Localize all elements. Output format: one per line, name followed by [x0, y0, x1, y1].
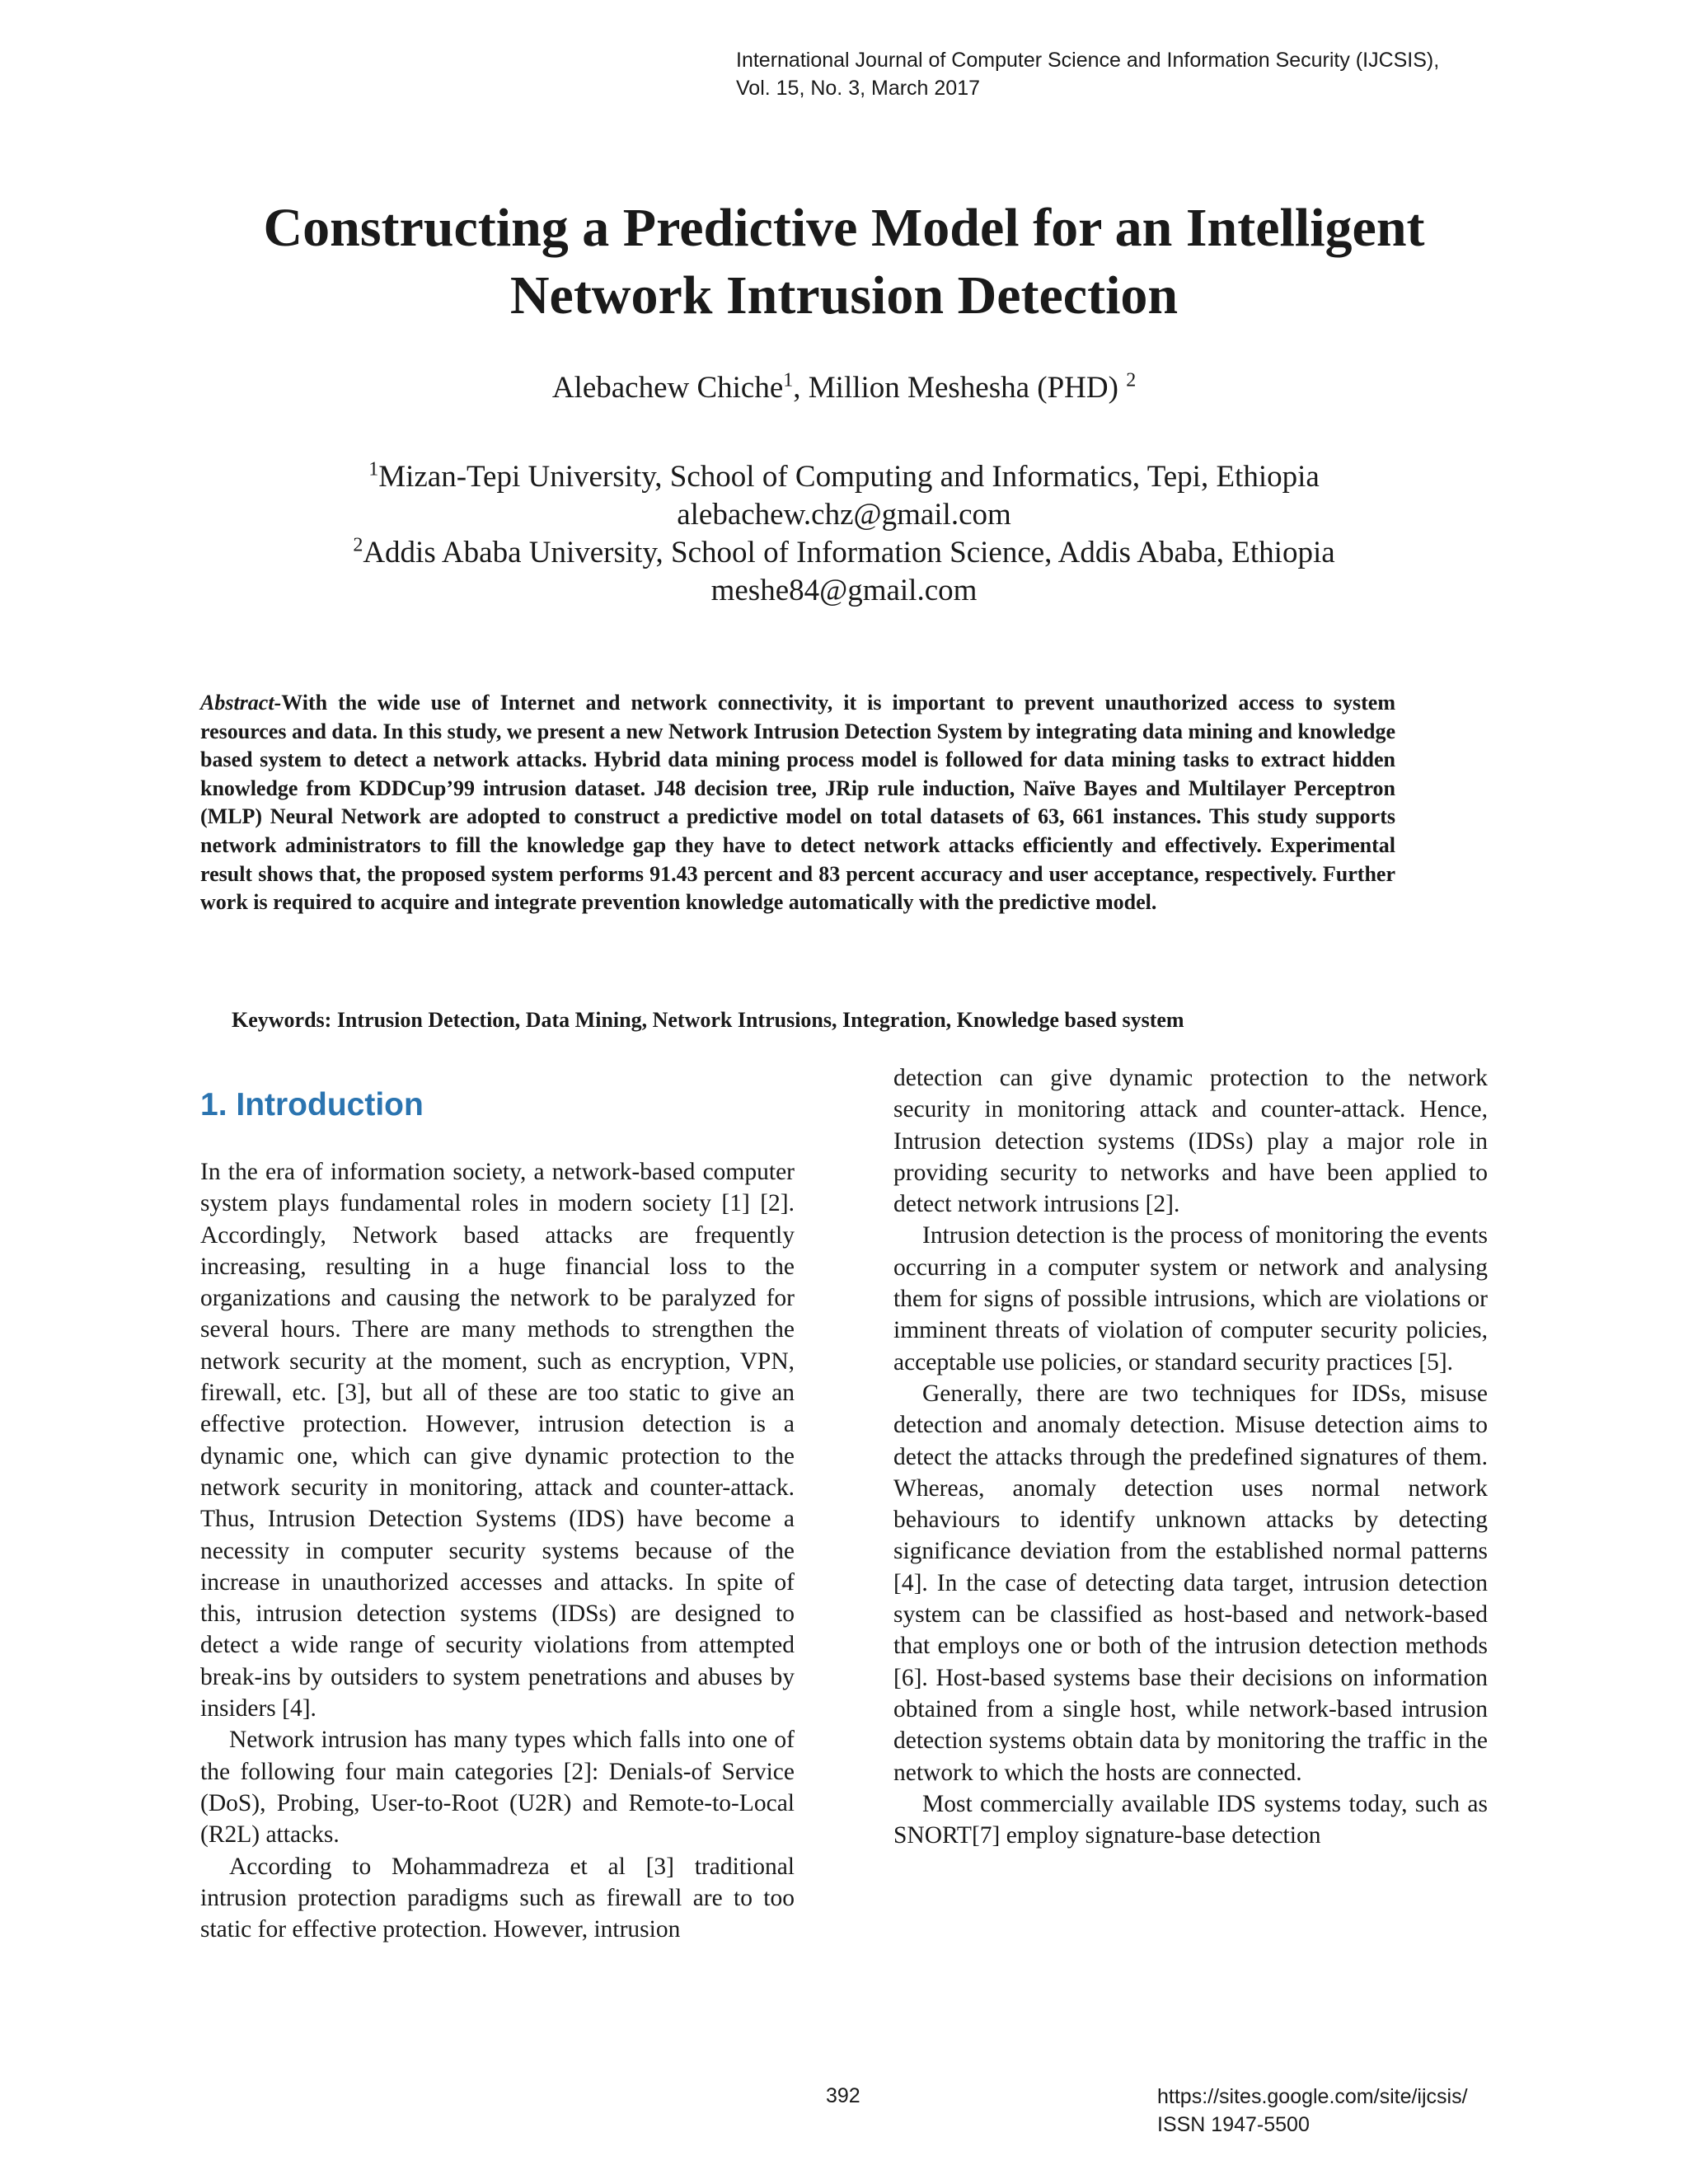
issn: ISSN 1947-5500: [1157, 2113, 1310, 2136]
affiliation-text: Addis Ababa University, School of Information Science, Addis Ababa, Ethiopia: [363, 536, 1335, 569]
abstract-label: Abstract-: [200, 691, 282, 715]
page-number: 392: [826, 2084, 860, 2107]
abstract-text: With the wide use of Internet and network connectivity, it is important to prevent unauthorized access to system resources and data. In this study, we present a new Network Intrusion Detection System by integrating data mining and knowledge based system to detect a network attacks. Hybrid data mining process model is followed for data mining tasks to extract hidden knowledge from KDDCup’99 intrusion dataset. J48 decision tree, JRip rule induction, Naïve Bayes and Multilayer Perceptron (MLP) Neural Network are adopted to construct a predictive model on total datasets of 63, 661 instances. This study supports network administrators to fill the knowledge gap they have to detect network attacks efficiently and effectively. Experimental result shows that, the proposed system performs 91.43 percent and 83 percent accuracy and user acceptance, respectively. Further work is required to acquire and integrate prevention knowledge automatically with the predictive model.: [200, 691, 1395, 915]
journal-volume: Vol. 15, No. 3, March 2017: [736, 77, 981, 100]
affiliation-2: [0, 534, 1688, 572]
paragraph: detection can give dynamic protection to the network security in monitoring attack and counter-attack. Hence, Intrusion detection systems (IDSs) play a major role in providing security to networks and have been applied to detect network intrusions [2].: [893, 1065, 1488, 1218]
affiliation-text: Mizan-Tepi University, School of Computing and Informatics, Tepi, Ethiopia: [378, 460, 1320, 494]
footer-info: [1157, 2083, 1468, 2139]
author-affiliation-mark: 1: [783, 369, 794, 391]
abstract: [200, 689, 1395, 917]
author-name: Million Meshesha (PHD): [808, 371, 1118, 405]
author-separator: ,: [793, 371, 809, 405]
paragraph: In the era of information society, a network-based computer system plays fundamental roles in modern society [1] [2]. Accordingly, Network based attacks are frequently increasing, resulting in a huge financial loss to the organizations and causing the network to be paralyzed for several hours. There are many methods to strengthen the network security at the moment, such as encryption, VPN, firewall, etc. [3], but all of these are too static to give an effective protection. However, intrusion detection is a dynamic one, which can give dynamic protection to the network security in monitoring, attack and counter-attack. Thus, Intrusion Detection Systems (IDS) have become a necessity in computer security systems because of the increase in unauthorized accesses and attacks. In spite of this, intrusion detection systems (IDSs) are designed to detect a wide range of security violations from attempted break-ins by outsiders to system penetrations and abuses by insiders [4].: [200, 1159, 795, 1722]
journal-name: International Journal of Computer Science and Information Security (IJCSIS),: [736, 49, 1440, 72]
paragraph: Intrusion detection is the process of monitoring the events occurring in a computer system or network and analysing them for signs of possible intrusions, which are violations or imminent threats of violation of computer security policies, acceptable use policies, or standard security practices [5].: [893, 1222, 1488, 1376]
paragraph: Generally, there are two techniques for IDSs, misuse detection and anomaly detection. Misuse detection aims to detect the attacks through the predefined signatures of them. Whereas, anomaly detection uses normal network behaviours to identify unknown attacks by detecting significance deviation from the established normal patterns [4]. In the case of detecting data target, intrusion detection system can be classified as host-based and network-based that employs one or both of the intrusion detection methods [6]. Host-based systems base their decisions on information obtained from a single host, while network-based intrusion detection systems obtain data by monitoring the traffic in the network to which the hosts are connected.: [893, 1380, 1488, 1786]
paragraph: According to Mohammadreza et al [3] traditional intrusion protection paradigms such as firewall are to too static for effective protection. However, intrusion: [200, 1853, 795, 1943]
paragraph: Network intrusion has many types which falls into one of the following four main categories [2]: Denials-of Service (DoS), Probing, User-to-Root (U2R) and Remote-to-Local (R2L) attacks.: [200, 1727, 795, 1849]
affiliation-1: [0, 458, 1688, 496]
paper-title: [0, 194, 1688, 330]
paragraph: Most commercially available IDS systems today, such as SNORT[7] employ signature-base detection: [893, 1790, 1488, 1849]
left-column: [200, 1156, 795, 1945]
title-line-2: Network Intrusion Detection: [509, 265, 1179, 326]
affiliation-mark: 2: [353, 534, 363, 556]
right-column: [893, 1062, 1488, 1851]
email-2: meshe84@gmail.com: [710, 574, 978, 607]
email-1: alebachew.chz@gmail.com: [677, 498, 1011, 532]
title-line-1: Constructing a Predictive Model for an Intelligent: [263, 198, 1425, 258]
author-affiliation-mark: 2: [1126, 369, 1137, 391]
journal-header: [736, 46, 1439, 102]
affiliation-mark: 1: [368, 458, 379, 480]
author-name: Alebachew Chiche: [551, 371, 784, 405]
section-heading: 1. Introduction: [200, 1087, 424, 1122]
journal-url[interactable]: https://sites.google.com/site/ijcsis/: [1157, 2085, 1468, 2108]
keywords: Keywords: Intrusion Detection, Data Mining, Network Intrusions, Integration, Knowledge based system: [232, 1008, 1184, 1032]
affiliations: [0, 458, 1688, 610]
author-list: [0, 370, 1688, 406]
